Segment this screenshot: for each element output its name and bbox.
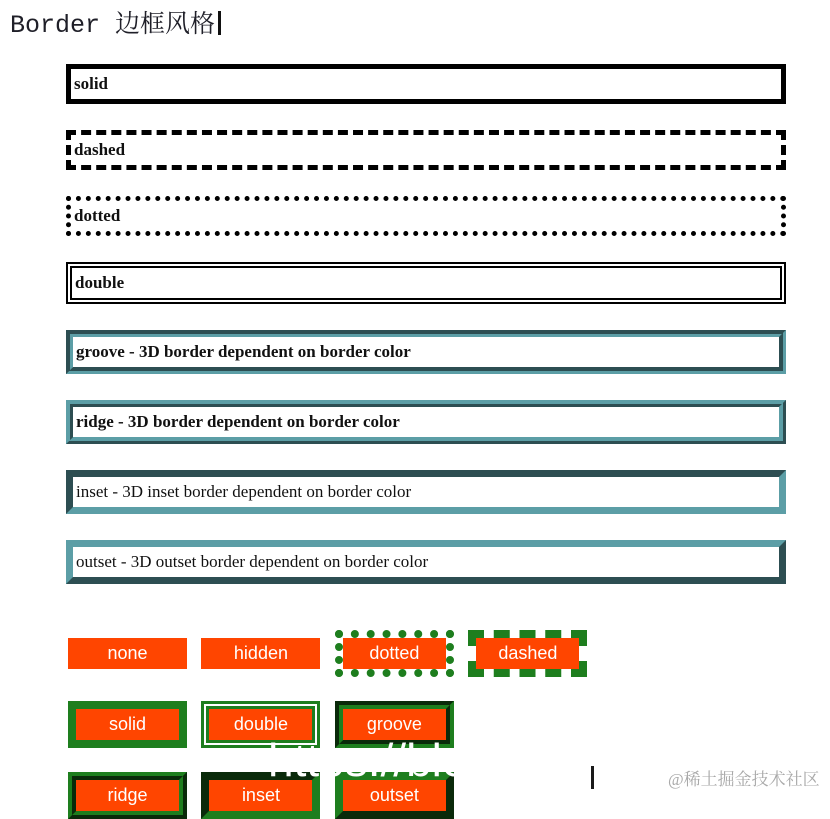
text-caret-title <box>218 11 221 35</box>
border-style-buttons <box>68 630 830 819</box>
style-button-solid[interactable]: solid <box>68 701 187 748</box>
button-row-2 <box>68 701 830 748</box>
demo-box-dotted: dotted <box>66 196 786 236</box>
style-button-outset[interactable]: outset <box>335 772 454 819</box>
style-button-dashed[interactable]: dashed <box>468 630 587 677</box>
style-button-hidden[interactable]: hidden <box>201 638 320 669</box>
demo-box-groove: groove - 3D border dependent on border color <box>66 330 786 374</box>
demo-box-ridge: ridge - 3D border dependent on border color <box>66 400 786 444</box>
style-button-inset[interactable]: inset <box>201 772 320 819</box>
style-button-dotted[interactable]: dotted <box>335 630 454 677</box>
watermark-text: https://blog <box>268 734 494 786</box>
demo-box-solid: solid <box>66 64 786 104</box>
button-row-1 <box>68 630 830 677</box>
style-button-none[interactable]: none <box>68 638 187 669</box>
attribution-text: @稀土掘金技术社区 <box>668 770 820 789</box>
demo-box-outset: outset - 3D outset border dependent on border color <box>66 540 786 584</box>
demo-box-inset: inset - 3D inset border dependent on border color <box>66 470 786 514</box>
border-demo-list <box>66 64 786 584</box>
page <box>0 4 830 805</box>
demo-box-double: double <box>66 262 786 304</box>
demo-box-dashed: dashed <box>66 130 786 170</box>
style-button-groove[interactable]: groove <box>335 701 454 748</box>
page-title <box>10 4 830 40</box>
page-title-text: Border 边框风格 <box>10 11 216 40</box>
text-caret-bottom <box>591 766 594 789</box>
style-button-ridge[interactable]: ridge <box>68 772 187 819</box>
style-button-double[interactable]: double <box>201 701 320 748</box>
